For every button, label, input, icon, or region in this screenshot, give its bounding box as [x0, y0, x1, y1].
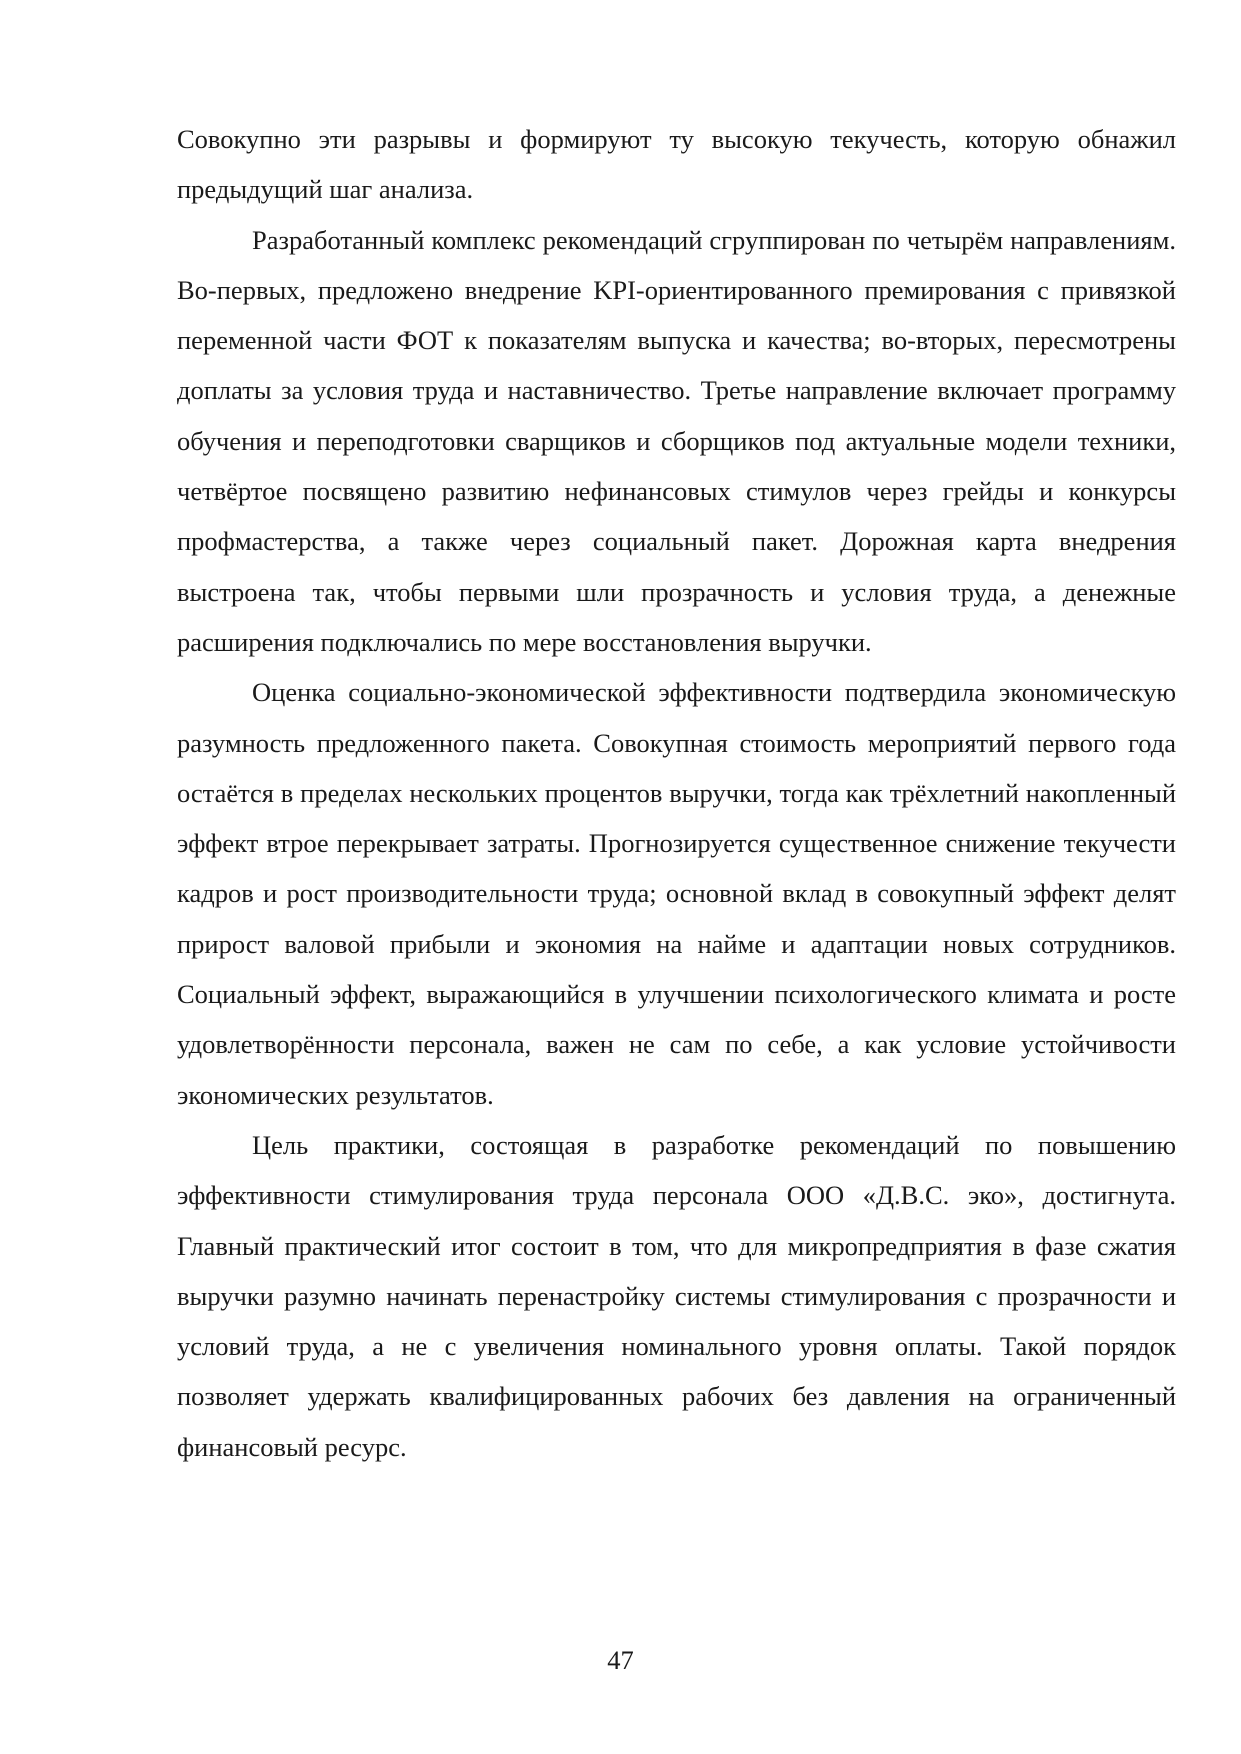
body-text [177, 114, 1176, 1472]
paragraph-1: Совокупно эти разрывы и формируют ту высокую текучесть, которую обнажил предыдущий шаг анализа. [177, 124, 1176, 205]
page-number: 47 [607, 1645, 634, 1675]
paragraph-3: Оценка социально-экономической эффективности подтвердила экономическую разумность предложенного пакета. Совокупная стоимость мероприятий первого года остаётся в пределах нескольких процентов выручки, тогда как трёхлетний накопленный эффект втрое перекрывает затраты. Прогнозируется существенное снижение текучести кадров и рост производительности труда; основной вклад в совокупный эффект делят прирост валовой прибыли и экономия на найме и адаптации новых сотрудников. Социальный эффект, выражающийся в улучшении психологического климата и росте удовлетворённости персонала, важен не сам по себе, а как условие устойчивости экономических результатов. [177, 677, 1176, 1110]
paragraph-2: Разработанный комплекс рекомендаций сгруппирован по четырём направлениям. Во-первых, предложено внедрение KPI-ориентированного премирования с привязкой переменной части ФОТ к показателям выпуска и качества; во-вторых, пересмотрены доплаты за условия труда и наставничество. Третье направление включает программу обучения и переподготовки сварщиков и сборщиков под актуальные модели техники, четвёртое посвящено развитию нефинансовых стимулов через грейды и конкурсы профмастерства, а также через социальный пакет. Дорожная карта внедрения выстроена так, чтобы первыми шли прозрачность и условия труда, а денежные расширения подключались по мере восстановления выручки. [177, 224, 1176, 657]
paragraph-4: Цель практики, состоящая в разработке рекомендаций по повышению эффективности стимулирования труда персонала ООО «Д.В.С. эко», достигнута. Главный практический итог состоит в том, что для микропредприятия в фазе сжатия выручки разумно начинать перенастройку системы стимулирования с прозрачности и условий труда, а не с увеличения номинального уровня оплаты. Такой порядок позволяет удержать квалифицированных рабочих без давления на ограниченный финансовый ресурс. [177, 1129, 1176, 1462]
